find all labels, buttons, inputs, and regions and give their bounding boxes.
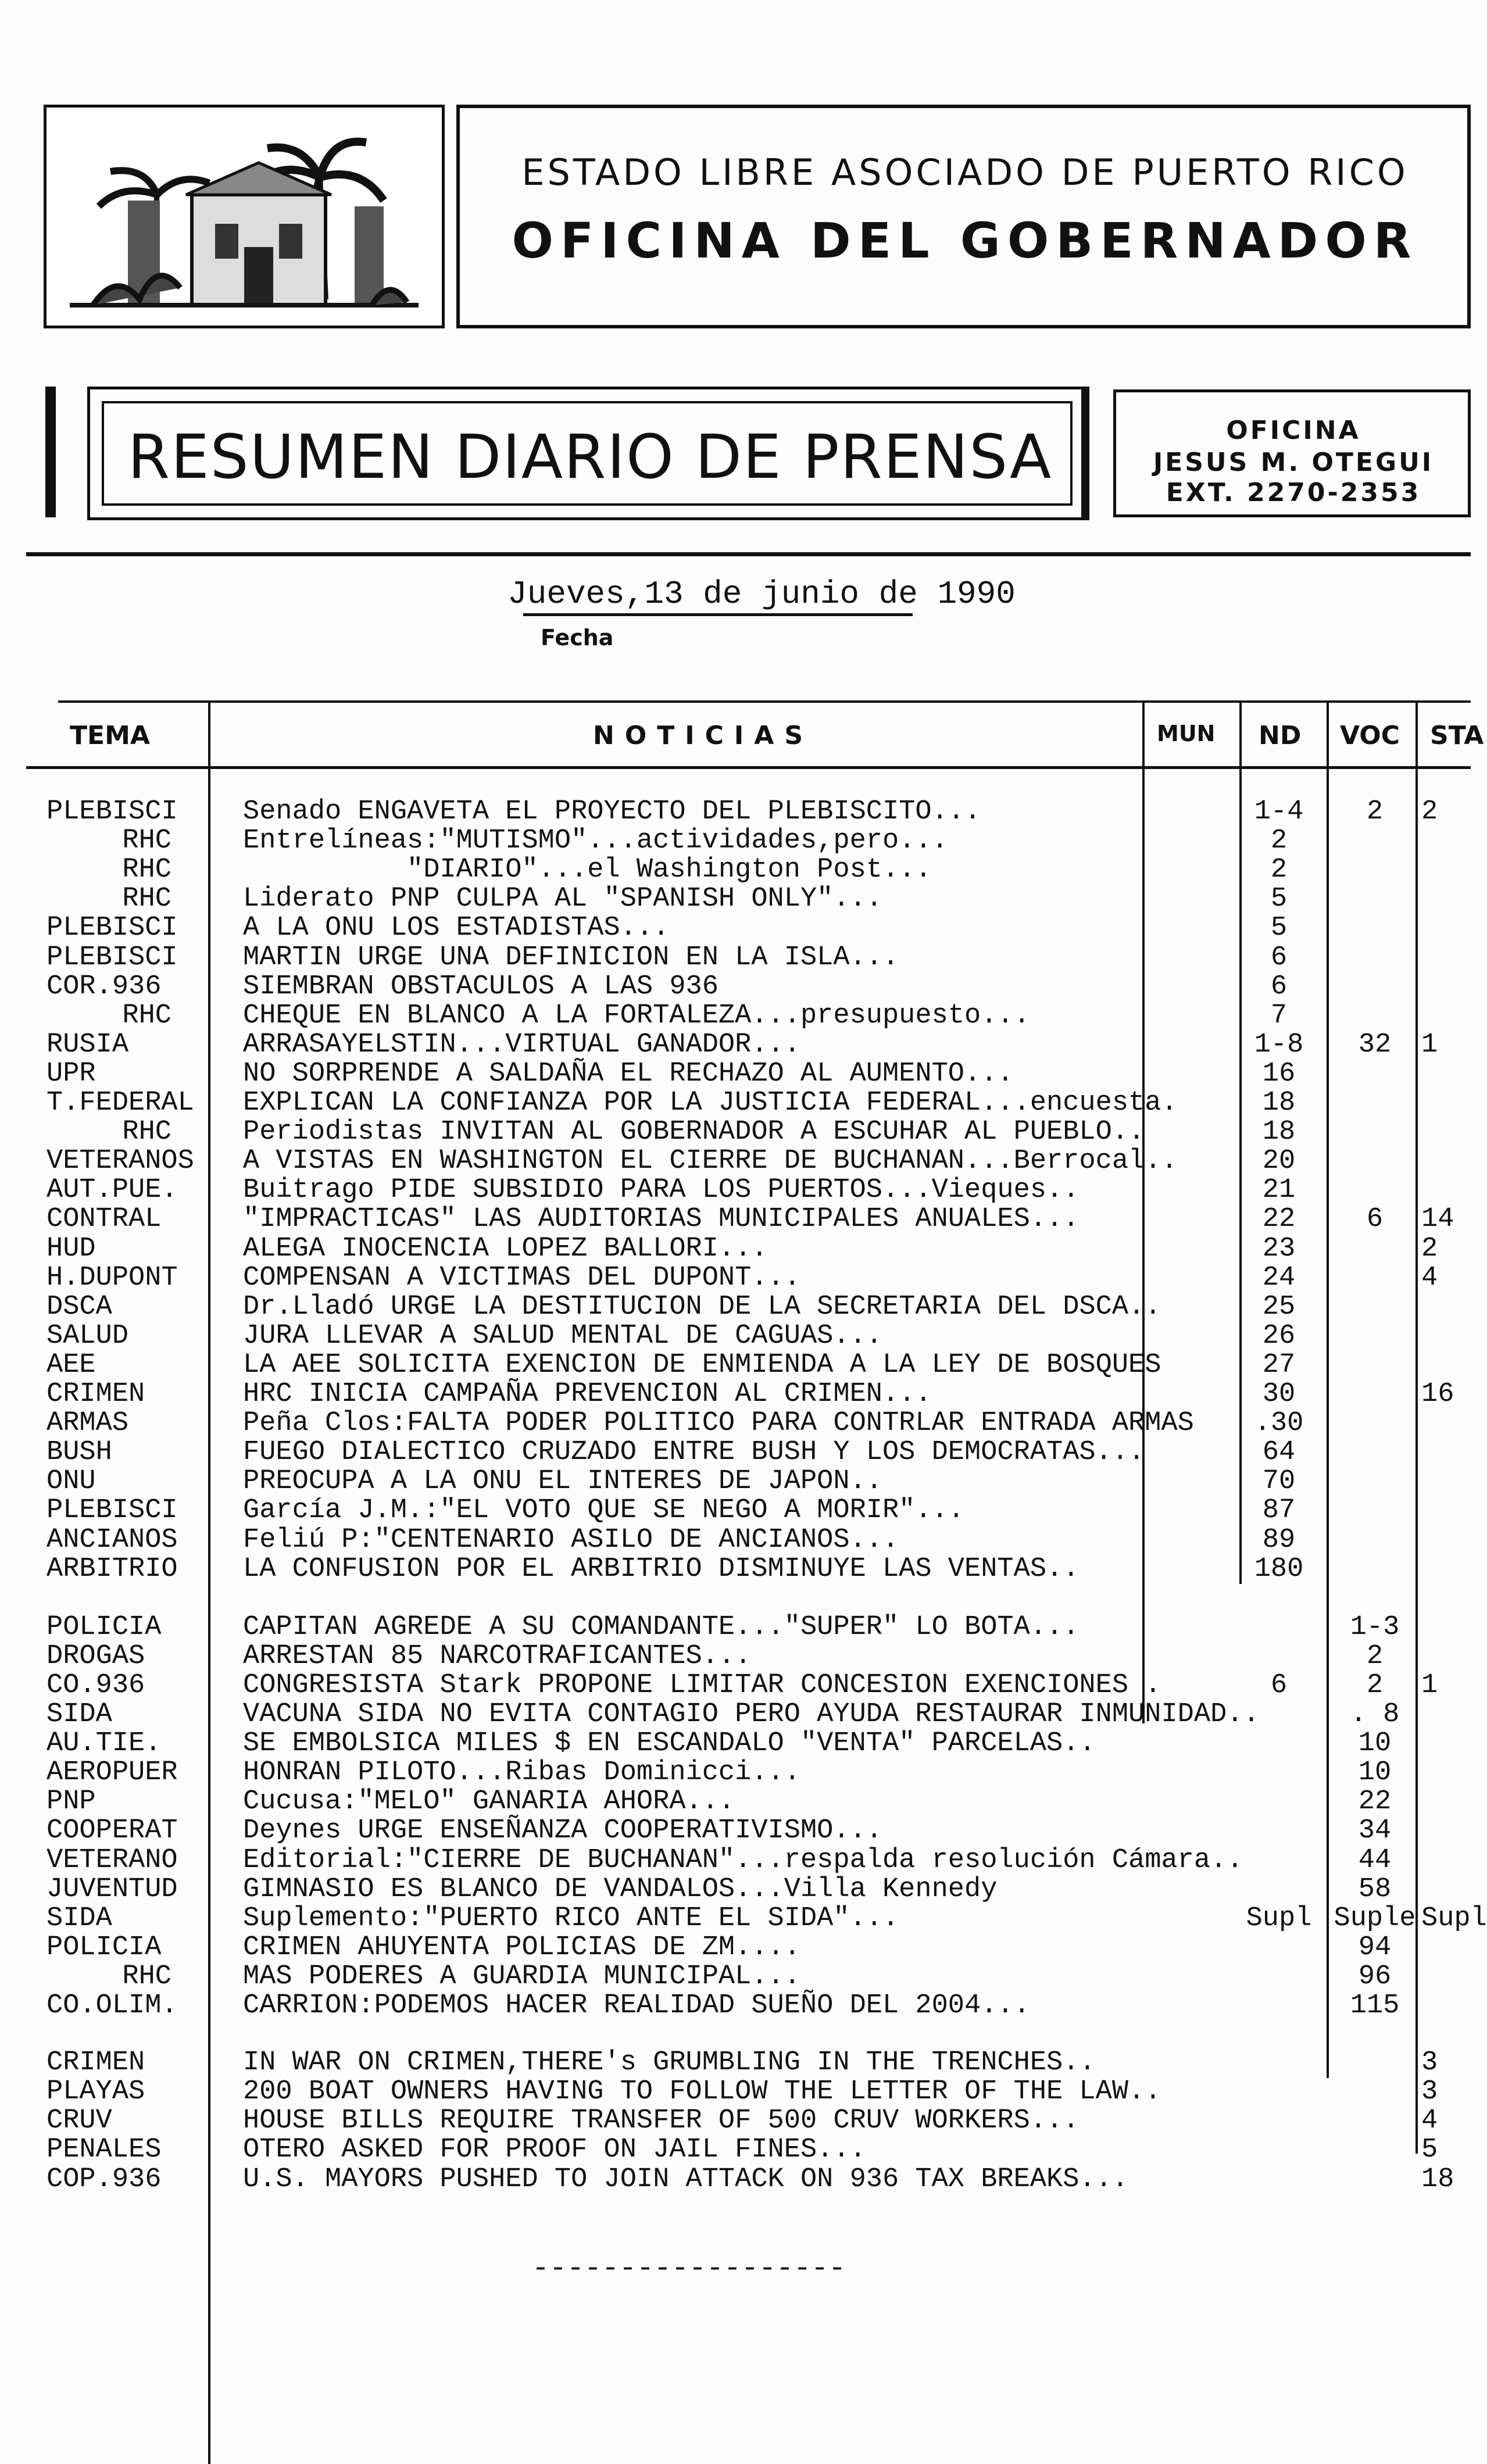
office-ext: EXT. 2270-2353 bbox=[1166, 478, 1421, 507]
table-row bbox=[0, 1816, 1471, 1846]
row-noticia: LA AEE SOLICITA EXENCION DE ENMIENDA A LA LEY DE BOSQUES bbox=[243, 1349, 1161, 1381]
row-tema: DROGAS bbox=[47, 1640, 145, 1672]
row-nd: 64 bbox=[1262, 1437, 1296, 1468]
table-row bbox=[0, 2048, 1471, 2077]
row-nd: 6 bbox=[1270, 971, 1288, 1002]
row-voc: 115 bbox=[1350, 1990, 1400, 2021]
table-row bbox=[0, 1322, 1471, 1351]
row-tema: ONU bbox=[47, 1466, 96, 1497]
table-row bbox=[0, 1671, 1471, 1700]
row-tema: CRIMEN bbox=[47, 2047, 145, 2079]
table-row bbox=[0, 972, 1471, 1002]
table-row bbox=[0, 885, 1471, 914]
table-row bbox=[0, 1060, 1471, 1089]
row-sta: 4 bbox=[1421, 1262, 1438, 1293]
row-voc: 2 bbox=[1366, 1669, 1384, 1701]
row-noticia: LA CONFUSION POR EL ARBITRIO DISMINUYE LAS VENTAS.. bbox=[243, 1553, 1079, 1585]
row-sta: 3 bbox=[1421, 2047, 1438, 2079]
row-noticia: NO SORPRENDE A SALDAÑA EL RECHAZO AL AUMENTO... bbox=[243, 1058, 1014, 1089]
row-noticia: 200 BOAT OWNERS HAVING TO FOLLOW THE LETTER OF THE LAW.. bbox=[243, 2076, 1161, 2108]
col-header-nd: ND bbox=[1259, 721, 1302, 750]
row-noticia: HOUSE BILLS REQUIRE TRANSFER OF 500 CRUV WORKERS... bbox=[243, 2105, 1079, 2137]
row-tema: RHC bbox=[122, 1117, 171, 1148]
table-row bbox=[0, 827, 1471, 856]
row-voc: 1-3 bbox=[1350, 1611, 1400, 1643]
row-noticia: Editorial:"CIERRE DE BUCHANAN"...respalda resolución Cámara.. bbox=[243, 1844, 1243, 1876]
row-voc: 2 bbox=[1366, 1640, 1384, 1672]
col-header-mun: MUN bbox=[1157, 721, 1216, 746]
table-row bbox=[0, 1031, 1471, 1060]
col-header-tema: TEMA bbox=[70, 721, 150, 750]
row-sta: 16 bbox=[1421, 1379, 1454, 1410]
row-nd: 20 bbox=[1262, 1146, 1296, 1177]
row-sta: 2 bbox=[1421, 1233, 1438, 1264]
table-row bbox=[0, 1613, 1471, 1642]
row-noticia: Suplemento:"PUERTO RICO ANTE EL SIDA"... bbox=[243, 1902, 899, 1934]
row-tema: COP.936 bbox=[47, 2163, 162, 2195]
row-sta: 18 bbox=[1421, 2163, 1454, 2195]
row-tema: COOPERAT bbox=[47, 1815, 178, 1847]
row-noticia: COMPENSAN A VICTIMAS DEL DUPONT... bbox=[243, 1262, 800, 1293]
row-nd: 1-4 bbox=[1254, 796, 1304, 827]
row-tema: H.DUPONT bbox=[47, 1262, 178, 1293]
table-row bbox=[0, 1526, 1471, 1555]
row-nd: 18 bbox=[1262, 1088, 1296, 1118]
header-line-2: OFICINA DEL GOBERNADOR bbox=[512, 212, 1418, 269]
row-sta: 5 bbox=[1421, 2134, 1438, 2166]
table-row bbox=[0, 1555, 1471, 1584]
row-noticia: SIEMBRAN OBSTACULOS A LAS 936 bbox=[243, 971, 719, 1002]
row-nd: 21 bbox=[1262, 1175, 1296, 1206]
col-header-noticias: NOTICIAS bbox=[593, 721, 814, 750]
footer-dashes: ------------------ bbox=[532, 2252, 846, 2286]
row-noticia: A VISTAS EN WASHINGTON EL CIERRE DE BUCHANAN...Berrocal.. bbox=[243, 1146, 1178, 1177]
row-noticia: CARRION:PODEMOS HACER REALIDAD SUEÑO DEL 2004... bbox=[243, 1990, 1030, 2021]
table-row bbox=[0, 1875, 1471, 1904]
row-nd: 6 bbox=[1270, 942, 1288, 973]
table-row bbox=[0, 856, 1471, 885]
table-row bbox=[0, 1002, 1471, 1031]
row-noticia: Entrelíneas:"MUTISMO"...actividades,pero... bbox=[243, 825, 948, 857]
table-row bbox=[0, 1962, 1471, 1991]
row-nd: 27 bbox=[1262, 1349, 1296, 1381]
row-noticia: CAPITAN AGREDE A SU COMANDANTE..."SUPER" LO BOTA... bbox=[243, 1611, 1079, 1643]
table-row bbox=[0, 1496, 1471, 1525]
row-noticia: "IMPRACTICAS" LAS AUDITORIAS MUNICIPALES ANUALES... bbox=[243, 1204, 1079, 1235]
report-date: Jueves,13 de junio de 1990 bbox=[507, 575, 1016, 613]
row-sta: Supl bbox=[1421, 1902, 1487, 1934]
row-voc: 10 bbox=[1358, 1728, 1392, 1760]
row-noticia: Peña Clos:FALTA PODER POLITICO PARA CONTRLAR ENTRADA ARMAS bbox=[243, 1408, 1194, 1439]
table-row bbox=[0, 1758, 1471, 1787]
row-nd: 26 bbox=[1262, 1320, 1296, 1351]
table-row bbox=[0, 914, 1471, 943]
row-voc: 44 bbox=[1358, 1844, 1392, 1876]
row-noticia: Deynes URGE ENSEÑANZA COOPERATIVISMO... bbox=[243, 1815, 882, 1847]
row-nd: 5 bbox=[1270, 884, 1288, 915]
row-noticia: HRC INICIA CAMPAÑA PREVENCION AL CRIMEN... bbox=[243, 1379, 932, 1410]
row-tema: ARMAS bbox=[47, 1408, 129, 1439]
row-sta: 1 bbox=[1421, 1029, 1438, 1060]
table-row bbox=[0, 1467, 1471, 1496]
table-row bbox=[0, 1205, 1471, 1234]
table-row bbox=[0, 1380, 1471, 1409]
row-tema: SALUD bbox=[47, 1320, 129, 1351]
row-tema: RUSIA bbox=[47, 1029, 129, 1060]
header-rule bbox=[26, 552, 1471, 556]
date-label: Fecha bbox=[541, 625, 614, 650]
report-title: RESUMEN DIARIO DE PRENSA bbox=[127, 421, 1053, 492]
row-tema: RHC bbox=[122, 825, 171, 857]
row-nd: 16 bbox=[1262, 1058, 1296, 1089]
row-voc: 2 bbox=[1366, 796, 1384, 827]
table-row bbox=[0, 943, 1471, 972]
row-tema: ANCIANOS bbox=[47, 1524, 178, 1555]
table-row bbox=[0, 1118, 1471, 1147]
row-tema: PNP bbox=[47, 1786, 96, 1818]
row-noticia: MAS PODERES A GUARDIA MUNICIPAL... bbox=[243, 1961, 800, 1992]
row-tema: UPR bbox=[47, 1058, 96, 1089]
row-tema: RHC bbox=[122, 1000, 171, 1031]
row-nd: 22 bbox=[1262, 1204, 1296, 1235]
row-sta: 3 bbox=[1421, 2076, 1438, 2108]
row-tema: RHC bbox=[122, 1961, 171, 1992]
table-row bbox=[0, 1147, 1471, 1176]
row-tema: PLEBISCI bbox=[47, 913, 178, 944]
row-nd: Supl bbox=[1246, 1902, 1312, 1934]
row-sta: 2 bbox=[1421, 796, 1438, 827]
row-nd: 87 bbox=[1262, 1495, 1296, 1526]
row-tema: JUVENTUD bbox=[47, 1873, 178, 1905]
row-nd: 30 bbox=[1262, 1379, 1296, 1410]
row-nd: .30 bbox=[1254, 1408, 1304, 1439]
table-row bbox=[0, 2077, 1471, 2107]
table-row bbox=[0, 1264, 1471, 1293]
row-noticia: ARRASAYELSTIN...VIRTUAL GANADOR... bbox=[243, 1029, 800, 1060]
row-noticia: ALEGA INOCENCIA LOPEZ BALLORI... bbox=[243, 1233, 768, 1264]
row-nd: 6 bbox=[1270, 1669, 1288, 1701]
row-voc: 34 bbox=[1358, 1815, 1392, 1847]
table-row bbox=[0, 1293, 1471, 1322]
table-row bbox=[0, 1235, 1471, 1264]
row-noticia: Buitrago PIDE SUBSIDIO PARA LOS PUERTOS...Vieques.. bbox=[243, 1175, 1079, 1206]
row-noticia: Dr.Lladó URGE LA DESTITUCION DE LA SECRETARIA DEL DSCA.. bbox=[243, 1291, 1161, 1322]
row-tema: CRIMEN bbox=[47, 1379, 145, 1410]
row-tema: CO.936 bbox=[47, 1669, 145, 1701]
table-row bbox=[0, 1729, 1471, 1758]
table-row bbox=[0, 1409, 1471, 1438]
row-voc: 94 bbox=[1358, 1932, 1392, 1963]
table-row bbox=[0, 1438, 1471, 1467]
row-tema: AEROPUER bbox=[47, 1757, 178, 1789]
banner-bar-right bbox=[1081, 387, 1089, 520]
row-sta: 1 bbox=[1421, 1669, 1438, 1701]
row-noticia: CONGRESISTA Stark PROPONE LIMITAR CONCESION EXENCIONES . bbox=[243, 1669, 1161, 1701]
table-row bbox=[0, 1933, 1471, 1962]
row-noticia: CHEQUE EN BLANCO A LA FORTALEZA...presupuesto... bbox=[243, 1000, 1030, 1031]
table-row bbox=[0, 1700, 1471, 1729]
row-tema: PLEBISCI bbox=[47, 796, 178, 827]
row-voc: 10 bbox=[1358, 1757, 1392, 1789]
row-nd: 23 bbox=[1262, 1233, 1296, 1264]
table-row bbox=[0, 1991, 1471, 2020]
table-row bbox=[0, 1902, 1487, 1934]
row-noticia: GIMNASIO ES BLANCO DE VANDALOS...Villa Kennedy bbox=[243, 1873, 998, 1905]
table-row bbox=[0, 1176, 1471, 1205]
table-row bbox=[0, 2165, 1471, 2194]
row-noticia: FUEGO DIALECTICO CRUZADO ENTRE BUSH Y LOS DEMOCRATAS... bbox=[243, 1437, 1145, 1468]
row-voc: Suple bbox=[1334, 1902, 1416, 1934]
row-tema: SIDA bbox=[47, 1699, 112, 1730]
table-header-rule bbox=[26, 766, 1471, 769]
row-nd: 89 bbox=[1262, 1524, 1296, 1555]
row-tema: POLICIA bbox=[47, 1932, 162, 1963]
row-noticia: OTERO ASKED FOR PROOF ON JAIL FINES... bbox=[243, 2134, 866, 2166]
row-noticia: VACUNA SIDA NO EVITA CONTAGIO PERO AYUDA RESTAURAR INMUNIDAD.. bbox=[243, 1699, 1260, 1730]
row-nd: 70 bbox=[1262, 1466, 1296, 1497]
row-noticia: U.S. MAYORS PUSHED TO JOIN ATTACK ON 936 TAX BREAKS... bbox=[243, 2163, 1129, 2195]
row-tema: VETERANOS bbox=[47, 1146, 194, 1177]
row-nd: 2 bbox=[1270, 854, 1288, 886]
row-noticia: HONRAN PILOTO...Ribas Dominicci... bbox=[243, 1757, 800, 1789]
row-nd: 24 bbox=[1262, 1262, 1296, 1293]
row-tema: BUSH bbox=[47, 1437, 112, 1468]
row-noticia: PREOCUPA A LA ONU EL INTERES DE JAPON.. bbox=[243, 1466, 882, 1497]
governor-mansion-logo-icon bbox=[47, 108, 442, 326]
row-noticia: SE EMBOLSICA MILES $ EN ESCANDALO "VENTA" PARCELAS.. bbox=[243, 1728, 1096, 1760]
row-nd: 25 bbox=[1262, 1291, 1296, 1322]
header-line-1: ESTADO LIBRE ASOCIADO DE PUERTO RICO bbox=[521, 151, 1409, 194]
row-tema: PLEBISCI bbox=[47, 1495, 178, 1526]
table-row bbox=[0, 2107, 1471, 2136]
row-tema: RHC bbox=[122, 884, 171, 915]
row-nd: 1-8 bbox=[1254, 1029, 1304, 1060]
row-voc: 96 bbox=[1358, 1961, 1392, 1992]
col-header-sta: STA bbox=[1430, 721, 1484, 750]
row-noticia: "DIARIO"...el Washington Post... bbox=[243, 854, 932, 886]
row-noticia: Cucusa:"MELO" GANARIA AHORA... bbox=[243, 1786, 735, 1818]
row-noticia: JURA LLEVAR A SALUD MENTAL DE CAGUAS... bbox=[243, 1320, 882, 1351]
row-noticia: García J.M.:"EL VOTO QUE SE NEGO A MORIR"... bbox=[243, 1495, 965, 1526]
row-tema: ARBITRIO bbox=[47, 1553, 178, 1585]
row-voc: 58 bbox=[1358, 1873, 1392, 1905]
row-nd: 7 bbox=[1270, 1000, 1288, 1031]
row-nd: 18 bbox=[1262, 1117, 1296, 1148]
table-row bbox=[0, 1846, 1471, 1875]
row-tema: T.FEDERAL bbox=[47, 1088, 194, 1118]
row-voc: 6 bbox=[1366, 1204, 1384, 1235]
row-tema: CRUV bbox=[47, 2105, 112, 2137]
row-tema: DSCA bbox=[47, 1291, 112, 1322]
row-tema: HUD bbox=[47, 1233, 96, 1264]
row-noticia: CRIMEN AHUYENTA POLICIAS DE ZM.... bbox=[243, 1932, 800, 1963]
table-row bbox=[0, 2136, 1471, 2165]
banner-bar bbox=[45, 387, 56, 517]
row-tema: AUT.PUE. bbox=[47, 1175, 178, 1206]
col-header-voc: VOC bbox=[1340, 721, 1400, 750]
date-underline bbox=[523, 613, 913, 616]
row-sta: 4 bbox=[1421, 2105, 1438, 2137]
row-tema: PENALES bbox=[47, 2134, 162, 2166]
table-row bbox=[0, 1787, 1471, 1816]
row-nd: 180 bbox=[1254, 1553, 1304, 1585]
row-noticia: MARTIN URGE UNA DEFINICION EN LA ISLA... bbox=[243, 942, 899, 973]
row-tema: CO.OLIM. bbox=[47, 1990, 178, 2021]
row-noticia: A LA ONU LOS ESTADISTAS... bbox=[243, 913, 670, 944]
table-row bbox=[0, 1351, 1471, 1380]
row-noticia: ARRESTAN 85 NARCOTRAFICANTES... bbox=[243, 1640, 752, 1672]
row-noticia: Periodistas INVITAN AL GOBERNADOR A ESCUHAR AL PUEBLO.. bbox=[243, 1117, 1145, 1148]
row-tema: PLAYAS bbox=[47, 2076, 145, 2108]
row-noticia: EXPLICAN LA CONFIANZA POR LA JUSTICIA FEDERAL...encuesta. bbox=[243, 1088, 1178, 1118]
table-row bbox=[0, 1642, 1471, 1671]
row-nd: 2 bbox=[1270, 825, 1288, 857]
row-tema: PLEBISCI bbox=[47, 942, 178, 973]
row-noticia: Senado ENGAVETA EL PROYECTO DEL PLEBISCITO... bbox=[243, 796, 981, 827]
row-tema: COR.936 bbox=[47, 971, 162, 1002]
table-row bbox=[0, 798, 1471, 827]
row-noticia: Feliú P:"CENTENARIO ASILO DE ANCIANOS... bbox=[243, 1524, 899, 1555]
row-tema: POLICIA bbox=[47, 1611, 162, 1643]
table-top-rule bbox=[58, 700, 1471, 703]
row-voc: 22 bbox=[1358, 1786, 1392, 1818]
office-label: OFICINA bbox=[1226, 416, 1361, 445]
row-sta: 14 bbox=[1421, 1204, 1454, 1235]
row-tema: AU.TIE. bbox=[47, 1728, 162, 1760]
row-tema: RHC bbox=[122, 854, 171, 886]
row-nd: 5 bbox=[1270, 913, 1288, 944]
row-voc: . 8 bbox=[1350, 1699, 1400, 1730]
row-tema: VETERANO bbox=[47, 1844, 178, 1876]
office-name: JESUS M. OTEGUI bbox=[1153, 448, 1434, 477]
row-tema: AEE bbox=[47, 1349, 96, 1381]
row-tema: SIDA bbox=[47, 1902, 112, 1934]
row-noticia: Liderato PNP CULPA AL "SPANISH ONLY"... bbox=[243, 884, 882, 915]
row-tema: CONTRAL bbox=[47, 1204, 162, 1235]
row-noticia: IN WAR ON CRIMEN,THERE's GRUMBLING IN THE TRENCHES.. bbox=[243, 2047, 1096, 2079]
table-row bbox=[0, 1089, 1471, 1118]
row-voc: 32 bbox=[1358, 1029, 1392, 1060]
